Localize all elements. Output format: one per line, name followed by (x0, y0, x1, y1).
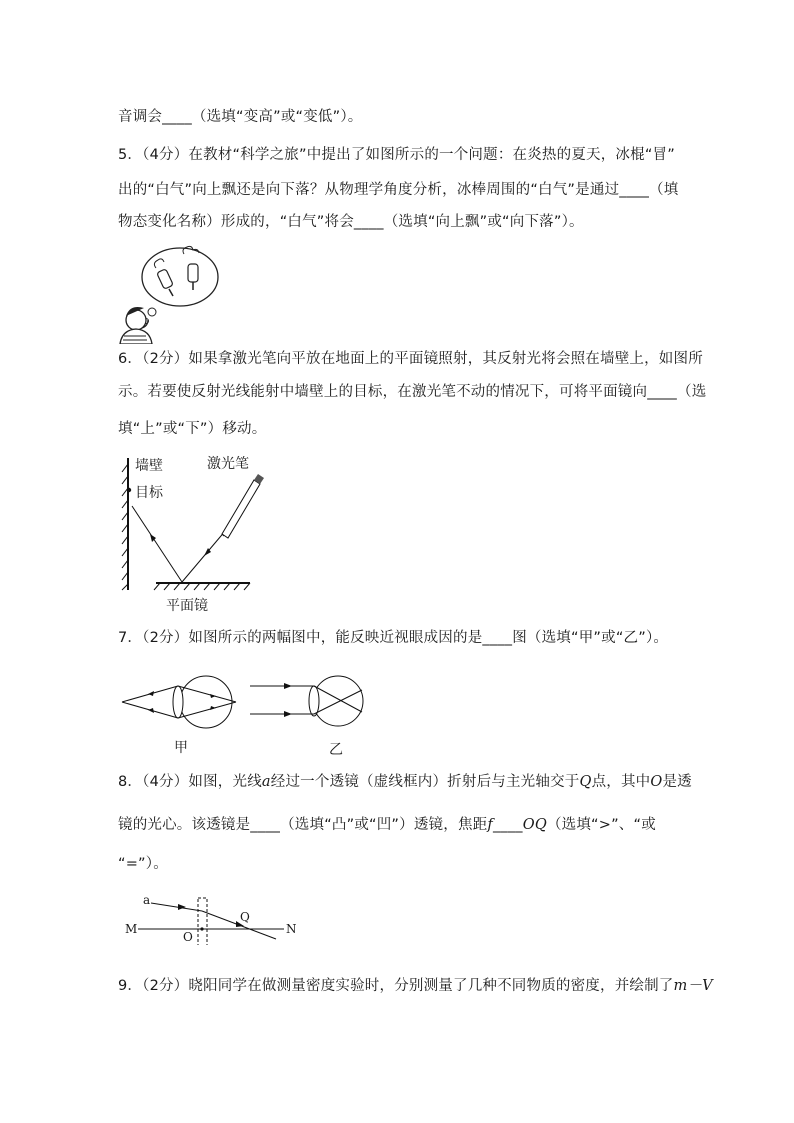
q6-line-2: 示。若要使反射光线能射中墙壁上的目标，在激光笔不动的情况下，可将平面镜向____（选 (118, 384, 707, 400)
point-label-q: Q (240, 910, 250, 924)
q4-tail-text: 音调会____（选填“变高”或“变低”）。 (118, 109, 363, 125)
q5-line-2: 出的“白气”向上飘还是向下落？从物理学角度分析，冰棒周围的“白气”是通过____（填 (118, 182, 679, 198)
q7-line-1: 7．（2分）如图所示的两幅图中，能反映近视眼成因的是____图（选填“甲”或“乙”）。 (118, 630, 669, 646)
laser-pen-label: 激光笔 (207, 456, 249, 472)
axis-label-m: M (125, 922, 138, 936)
ray-label-a: a (143, 893, 151, 907)
mirror-label: 平面镜 (166, 598, 208, 614)
q9-line-1: 9．（2分）晓阳同学在做测量密度实验时，分别测量了几种不同物质的密度，并绘制了m－V (118, 978, 713, 994)
q5-line-1: 5．（4分）在教材“科学之旅”中提出了如图所示的一个问题：在炎热的夏天，冰棍“冒” (118, 147, 675, 163)
q5-line-3: 物态变化名称）形成的，“白气”将会____（选填“向上飘”或“向下落”）。 (118, 214, 584, 230)
target-label: 目标 (135, 485, 163, 501)
optical-center-label-o: O (183, 930, 193, 944)
eye-label-jia: 甲 (174, 740, 188, 756)
q6-line-1: 6．（2分）如果拿激光笔向平放在地面上的平面镜照射，其反射光将会照在墙壁上，如图所 (118, 351, 703, 367)
q8-line-1: 8．（4分）如图，光线a经过一个透镜（虚线框内）折射后与主光轴交于Q点，其中O是透 (118, 774, 692, 790)
boy-thinking-figure (118, 244, 228, 344)
axis-label-n: N (286, 922, 297, 936)
eye-diagrams-figure (118, 668, 368, 740)
q8-line-2: 镜的光心。该透镜是____（选填“凸”或“凹”）透镜，焦距f____OQ（选填“>”、“或 (118, 817, 656, 833)
eye-label-yi: 乙 (329, 742, 343, 758)
q8-line-3: “=”）。 (118, 856, 168, 872)
wall-label: 墙壁 (135, 458, 163, 474)
q6-line-3: 填“上”或“下”）移动。 (118, 421, 267, 437)
